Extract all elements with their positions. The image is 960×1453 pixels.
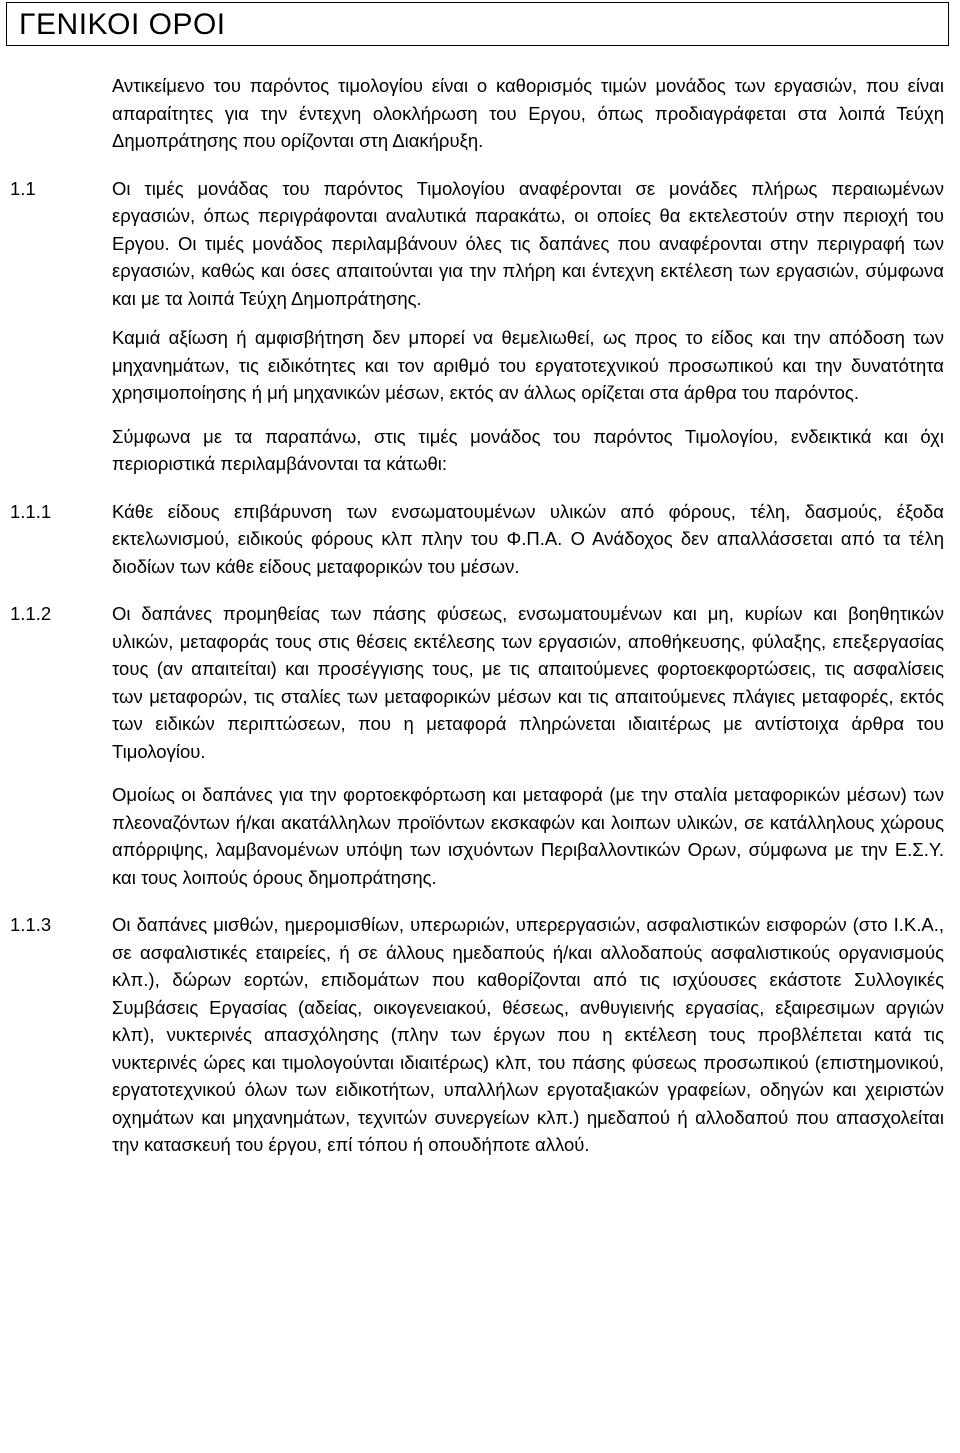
paragraph-text: Οι δαπάνες προμηθείας των πάσης φύσεως, ενσωματουμένων και μη, κυρίων και βοηθητικών υλικών, μεταφοράς τους στις θέσεις εκτέλεσης των εργασιών, αποθήκευσης, φύλαξης, επεξεργασίας τους (αν απαιτείται) και προσέγγισης τους, με τις απαιτούμενες φορτοεκφορτώσεις, τις ασφαλίσεις των μεταφορών, τις σταλίες των μεταφορικών μέσων και τις απαιτούμενες πλάγιες μεταφορές, εκτός των ειδικών περιπτώσεων, που η μεταφορά πληρώνεται ιδιαιτέρως με αντίστοιχα άρθρα του Τιμολογίου.	[112, 603, 944, 762]
paragraph-number: 1.1.2	[10, 603, 52, 624]
paragraph-text: Οι τιμές μονάδας του παρόντος Τιμολογίου αναφέρονται σε μονάδες πλήρως περαιωμένων εργασιών, όπως περιγράφονται αναλυτικά παρακάτω, οι οποίες θα εκτελεστούν στην περιοχή του Εργου. Οι τιμές μονάδος περιλαμβάνουν όλες τις δαπάνες που αναφέρονται στην περιγραφή των εργασιών, καθώς και όσες απαιτούνται για την πλήρη και έντεχνη εκτέλεση των εργασιών, σύμφωνα και με τα λοιπά Τεύχη Δημοπράτησης.	[112, 177, 944, 309]
paragraph-text: Σύμφωνα με τα παραπάνω, στις τιμές μονάδος του παρόντος Τιμολογίου, ενδεικτικά και όχι περιοριστικά περιλαμβάνονται τα κάτωθι:	[112, 425, 944, 474]
paragraph-text: Καμιά αξίωση ή αμφισβήτηση δεν μπορεί να θεμελιωθεί, ως προς το είδος και την απόδοση των μηχανημάτων, τις ειδικότητες και τον αριθμό του εργατοτεχνικού προσωπικού και την δυνατότητα χρησιμοποίησης ή μή μηχανικών μέσων, εκτός αν άλλως ορίζεται στα άρθρα του παρόντος.	[112, 327, 944, 403]
paragraph-text: Ομοίως οι δαπάνες για την φορτοεκφόρτωση και μεταφορά (με την σταλία μεταφορικών μέσων) των πλεοναζόντων ή/και ακατάλληλων προϊόντων εκσκαφών και λοιπων υλικών, σε κατάλληλους χώρους απόρριψης, λαμβανομένων υπόψη των ισχυόντων Περιβαλλοντικών Ορων, σύμφωνα με την Ε.Σ.Υ. και τους λοιπούς όρους δημοπράτησης.	[112, 784, 944, 888]
paragraph-1-1-2	[10, 600, 944, 765]
paragraph-text: Οι δαπάνες μισθών, ημερομισθίων, υπερωριών, υπερεργασιών, ασφαλιστικών εισφορών (στο Ι.Κ.Α., σε ασφαλιστικές εταιρείες, ή σε άλλους ημεδαπούς ή/και αλλοδαπούς ασφαλιστικούς οργανισμούς κλπ.), δώρων εορτών, επιδομάτων που καθορίζονται από τις ισχύουσες εκάστοτε Συλλογικές Συμβάσεις Εργασίας (αδείας, οικογενειακού, θέσεως, ανθυγιεινής εργασίας, εξαιρεσιμων αργιών κλπ), νυκτερινές απασχόλησης (πλην των έργων που η εκτέλεση τους προβλέπεται κατά τις νυκτερινές ώρες και τιμολογούνται ιδιαιτέρως) κλπ, του πάσης φύσεως προσωπικού (επιστημονικού, εργατοτεχνικού όλων των ειδικοτήτων, υπαλλήλων εργοταξιακών γραφείων, οδηγών και χειριστών οχημάτων και μηχανημάτων, τεχνιτών συνεργείων κλπ.) ημεδαπού ή αλλοδαπού που απασχολείται την κατασκευή του έργου, επί τόπου ή οπουδήποτε αλλού.	[112, 914, 944, 1155]
paragraph-number: 1.1.3	[10, 914, 52, 935]
title-box	[6, 2, 949, 46]
paragraph-intro	[112, 72, 944, 155]
paragraph-claims	[112, 324, 944, 407]
document-body	[0, 72, 960, 1159]
paragraph-1-1-1	[10, 498, 944, 581]
page-title: ΓΕΝΙΚΟΙ ΟΡΟΙ	[19, 8, 226, 41]
paragraph-transport	[112, 781, 944, 891]
paragraph-1-1	[10, 175, 944, 313]
paragraph-text: Αντικείμενο του παρόντος τιμολογίου είναι ο καθορισμός τιμών μονάδος των εργασιών, που είναι απαραίτητες για την έντεχνη ολοκλήρωση του Εργου, όπως προδιαγράφεται στα λοιπά Τεύχη Δημοπράτησης που ορίζονται στη Διακήρυξη.	[112, 75, 944, 151]
paragraph-1-1-3	[10, 911, 944, 1159]
paragraph-text: Κάθε είδους επιβάρυνση των ενσωματουμένων υλικών από φόρους, τέλη, δασμούς, έξοδα εκτελωνισμού, ειδικούς φόρους κλπ πλην του Φ.Π.Α. Ο Ανάδοχος δεν απαλλάσσεται από τα τέλη διοδίων των κάθε είδους μεταφορικών του μέσων.	[112, 500, 944, 577]
paragraph-inclusions-intro	[112, 423, 944, 478]
paragraph-number: 1.1	[10, 177, 36, 199]
paragraph-number: 1.1.1	[10, 500, 52, 522]
